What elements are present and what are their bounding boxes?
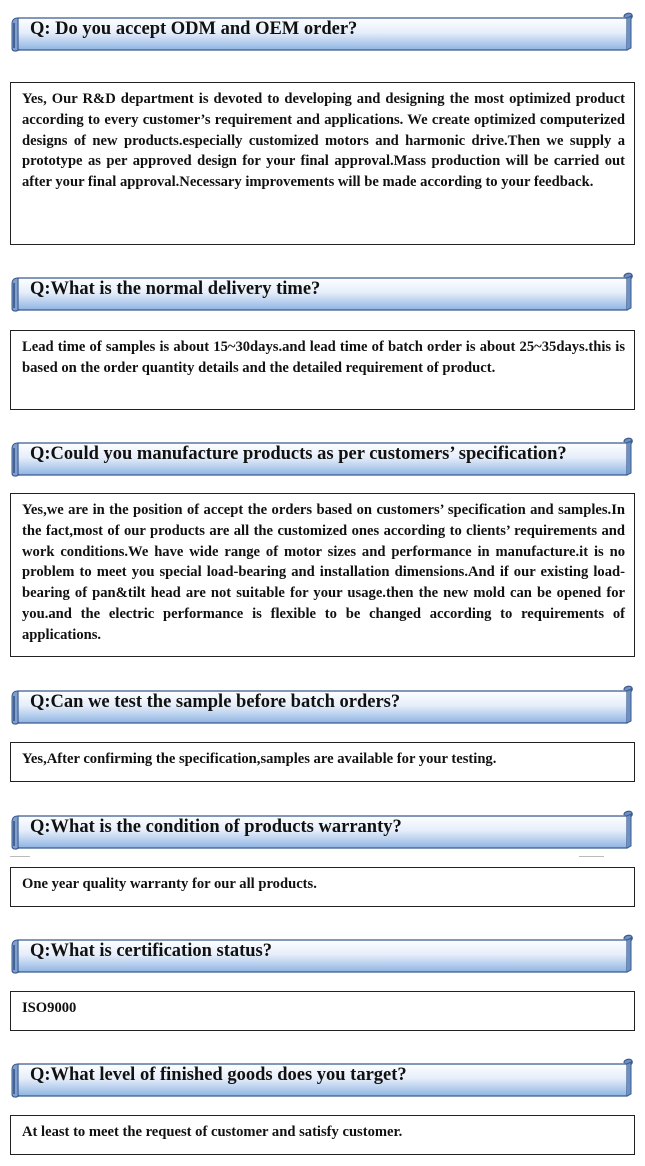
faq-question-5: Q:What is the condition of products warranty? <box>30 817 402 837</box>
faq-question-banner-1 <box>10 12 636 50</box>
faq-question-7: Q:What level of finished goods does you target? <box>30 1065 407 1085</box>
faq-question-4: Q:Can we test the sample before batch orders? <box>30 692 401 712</box>
faq-answer-5: One year quality warranty for our all products. <box>10 867 635 907</box>
faq-question-banner-2 <box>10 272 636 310</box>
faq-question-banner-4 <box>10 685 636 723</box>
faq-question-3: Q:Could you manufacture products as per customers’ specification? <box>30 444 567 464</box>
faq-answer-7: At least to meet the request of customer and satisfy customer. <box>10 1115 635 1155</box>
faq-answer-6: ISO9000 <box>10 991 635 1031</box>
faq-question-6: Q:What is certification status? <box>30 941 273 961</box>
faq-answer-1: Yes, Our R&D department is devoted to developing and designing the most optimized product according to every customer’s requirement and applications. We create optimized computerized designs of new products.especially customized motors and harmonic drive.Then we supply a prototype as per approved design for your final approval.Mass production will be carried out after your final approval.Necessary improvements will be made according to your feedback. <box>10 82 635 245</box>
faq-question-banner-5 <box>10 810 636 848</box>
faq-question-1: Q: Do you accept ODM and OEM order? <box>30 19 358 39</box>
faq-question-2: Q:What is the normal delivery time? <box>30 279 321 299</box>
faq-question-banner-7 <box>10 1058 636 1096</box>
faq-question-banner-6 <box>10 934 636 972</box>
faq-answer-4: Yes,After confirming the specification,samples are available for your testing. <box>10 742 635 782</box>
faq-answer-3: Yes,we are in the position of accept the orders based on customers’ specification and samples.In the fact,most of our products are all the customized ones according to clients’ requirements and work conditions.We have wide range of motor sizes and performance in manufacture.it is no problem to meet you special load-bearing and installation dimensions.And if our existing load-bearing of pan&tilt head are not suitable for your usage.then the new mold can be opened for you.and the electric performance is flexible to be changed according to requirements of applications. <box>10 493 635 657</box>
faq-question-banner-3 <box>10 437 636 475</box>
faq-answer-2: Lead time of samples is about 15~30days.and lead time of batch order is about 25~35days.this is based on the order quantity details and the detailed requirement of product. <box>10 330 635 410</box>
divider <box>579 856 604 857</box>
divider <box>10 856 30 857</box>
